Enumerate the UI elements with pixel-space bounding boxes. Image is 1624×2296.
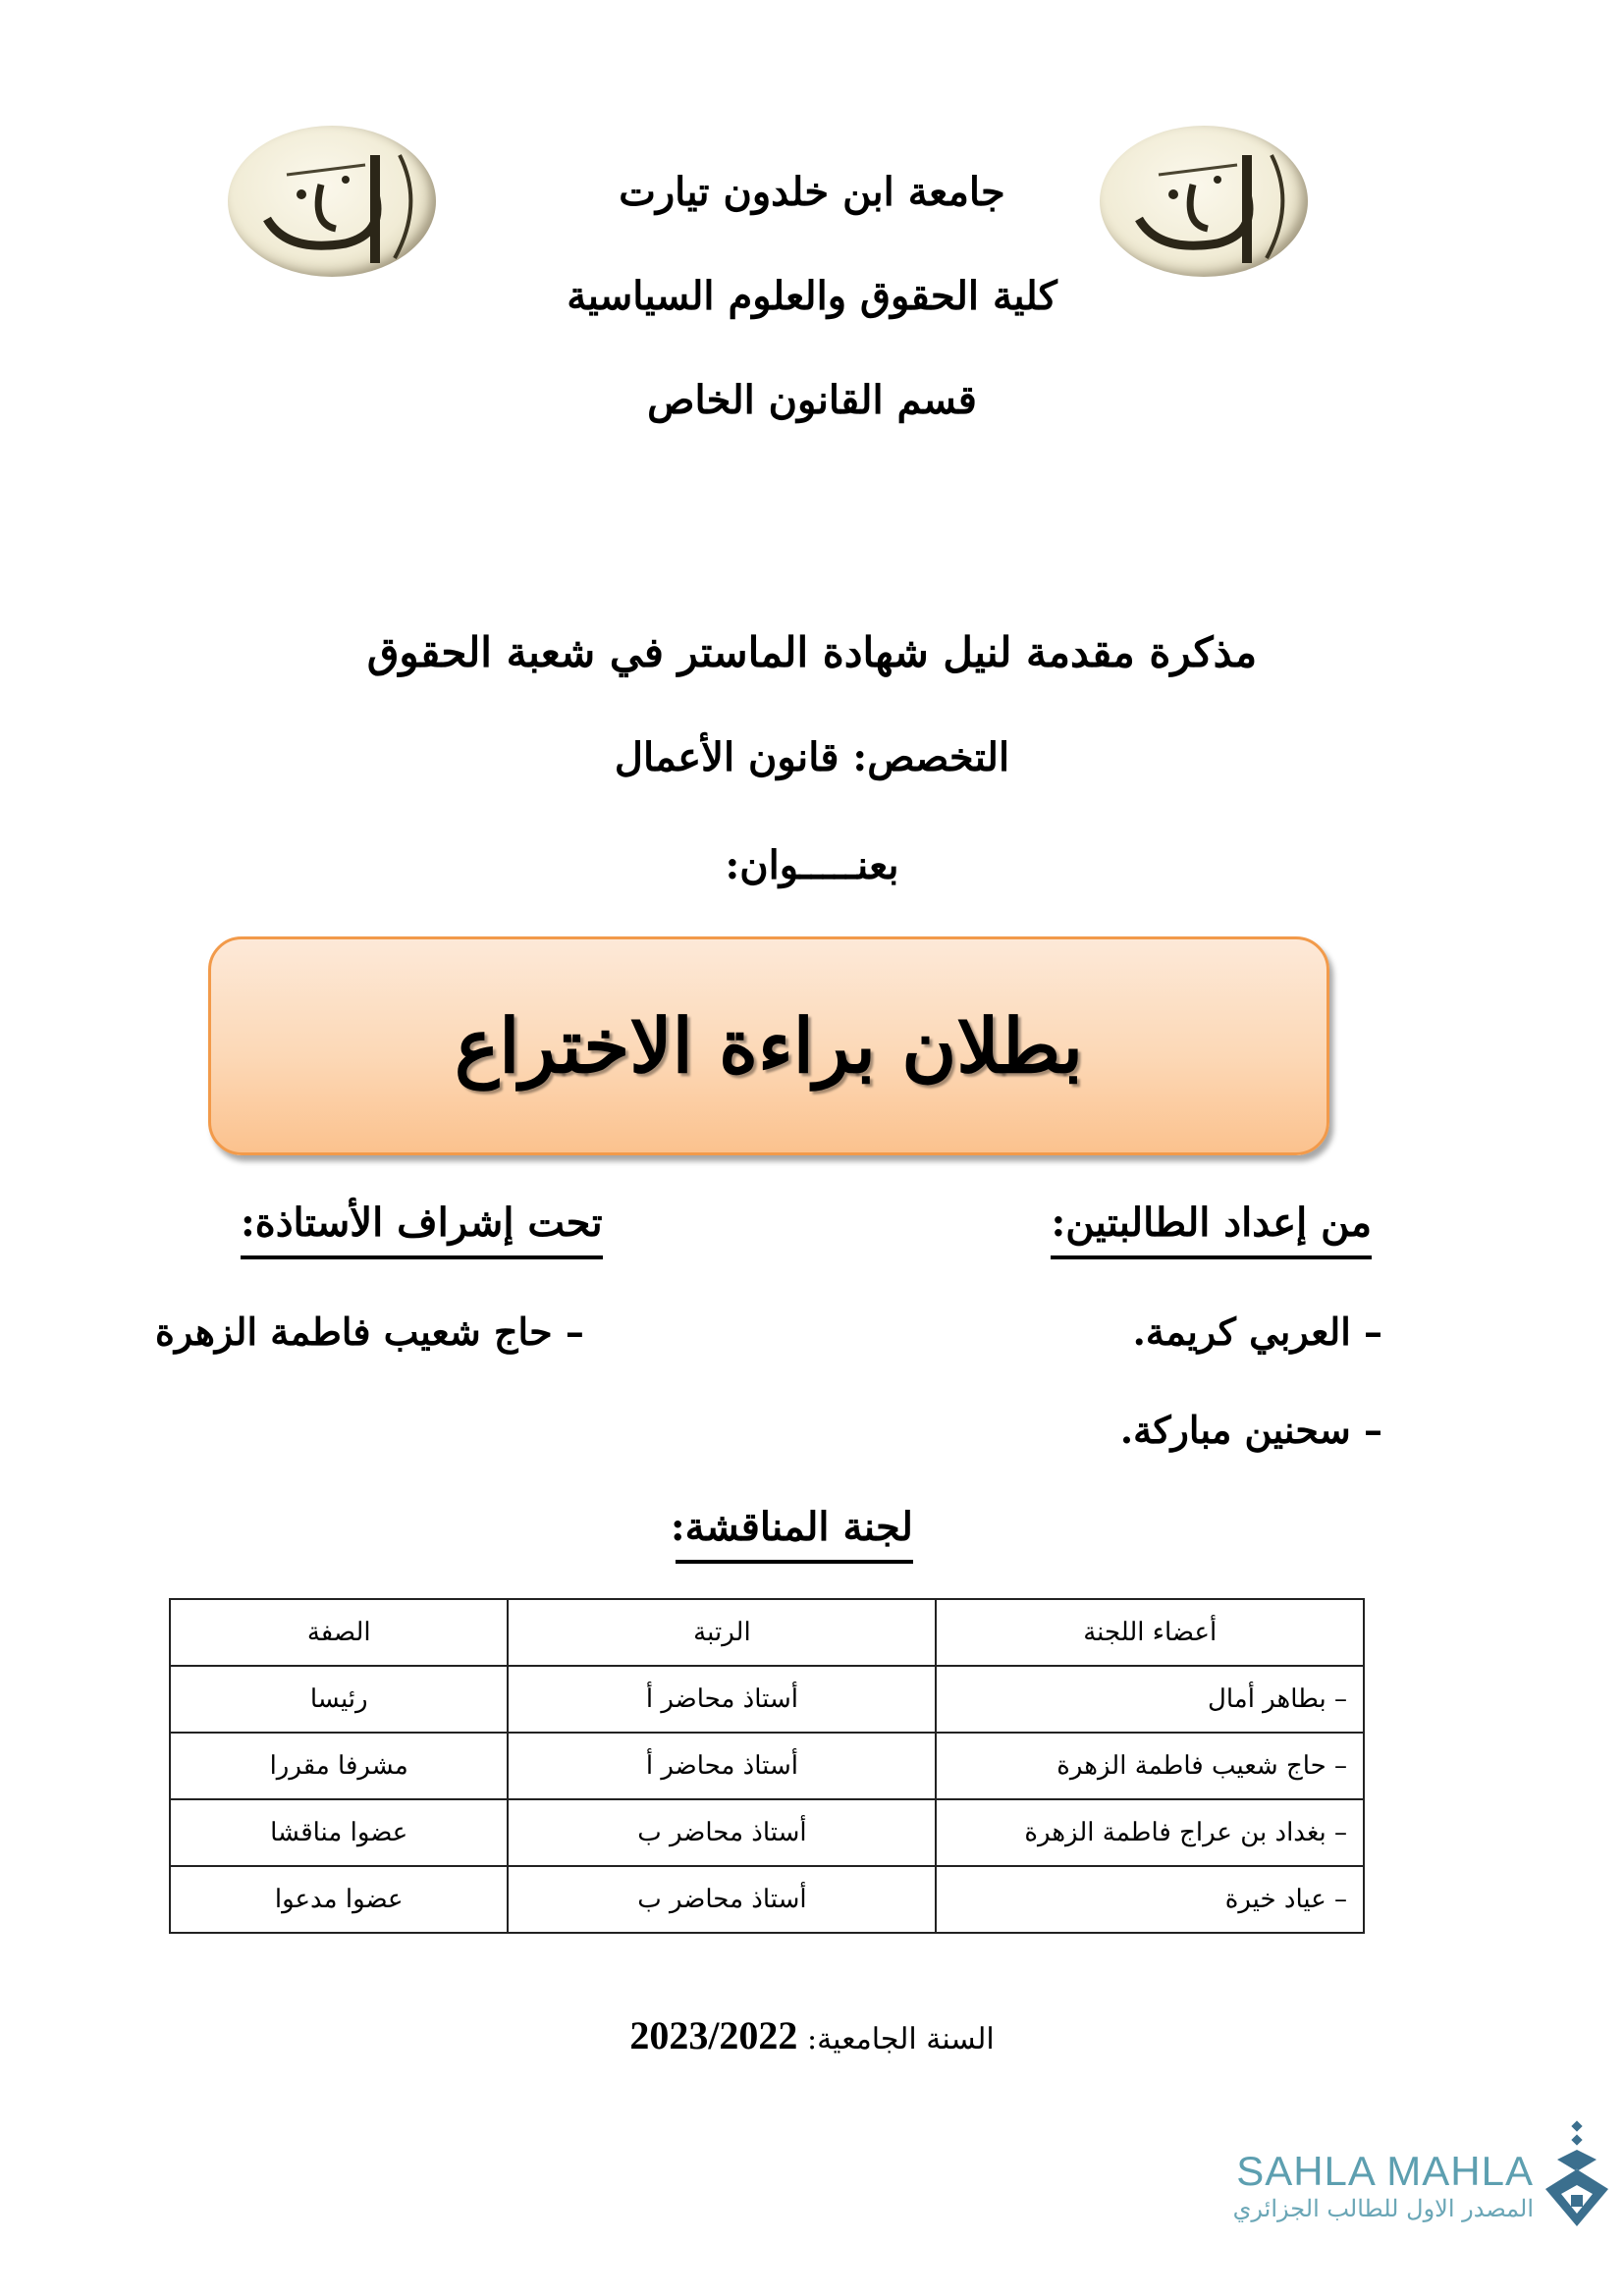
- watermark-tagline: المصدر الاول للطالب الجزائري: [1232, 2195, 1534, 2222]
- member-role: مشرفا مقررا: [170, 1733, 508, 1799]
- student-name: – سحنين مباركة.: [1119, 1408, 1382, 1452]
- sahla-mahla-logo-icon: [1538, 2120, 1616, 2228]
- member-rank: أستاذ محاضر أ: [508, 1666, 936, 1733]
- member-name: – حاج شعيب فاطمة الزهرة: [936, 1733, 1364, 1799]
- committee-table: [169, 1598, 1365, 1934]
- faculty-name: كلية الحقوق والعلوم السياسية: [567, 273, 1057, 319]
- watermark-brand: SAHLA MAHLA: [1236, 2148, 1534, 2194]
- university-name: جامعة ابن خلدون تيارت: [619, 169, 1005, 215]
- table-row: [170, 1666, 1364, 1733]
- department-name: قسم القانون الخاص: [647, 377, 977, 423]
- member-name: – بطاهر أمال: [936, 1666, 1364, 1733]
- thesis-title: بطلان براءة الاختراع: [454, 1002, 1084, 1090]
- member-name: – عياد خيرة: [936, 1866, 1364, 1933]
- academic-year-value: 2023/2022: [629, 2013, 798, 2057]
- member-name: – بغداد بن عراج فاطمة الزهرة: [936, 1799, 1364, 1866]
- thesis-title-label: بعنـــــوان:: [725, 842, 899, 888]
- supervisor-name: – حاج شعيب فاطمة الزهرة: [155, 1309, 584, 1354]
- academic-year: [0, 2012, 1624, 2058]
- supervisor-heading: تحت إشراف الأستاذة:: [241, 1200, 603, 1259]
- member-rank: أستاذ محاضر ب: [508, 1799, 936, 1866]
- column-header-members: أعضاء اللجنة: [936, 1599, 1364, 1666]
- thesis-title-box: [208, 936, 1329, 1155]
- member-role: عضوا مدعوا: [170, 1866, 508, 1933]
- thesis-purpose: مذكرة مقدمة لنيل شهادة الماستر في شعبة الحقوق: [366, 628, 1258, 676]
- table-row: [170, 1866, 1364, 1933]
- column-header-role: الصفة: [170, 1599, 508, 1666]
- thesis-specialty: التخصص: قانون الأعمال: [614, 734, 1010, 780]
- member-role: عضوا مناقشا: [170, 1799, 508, 1866]
- table-row: [170, 1799, 1364, 1866]
- academic-year-label: السنة الجامعية:: [806, 2022, 995, 2056]
- table-row: [170, 1733, 1364, 1799]
- column-header-rank: الرتبة: [508, 1599, 936, 1666]
- table-header-row: [170, 1599, 1364, 1666]
- member-role: رئيسا: [170, 1666, 508, 1733]
- committee-heading: لجنة المناقشة:: [676, 1504, 913, 1564]
- member-rank: أستاذ محاضر ب: [508, 1866, 936, 1933]
- student-name: – العربي كريمة.: [1132, 1309, 1382, 1354]
- sahla-mahla-watermark: [1178, 2120, 1624, 2228]
- students-heading: من إعداد الطالبتين:: [1051, 1200, 1372, 1259]
- member-rank: أستاذ محاضر أ: [508, 1733, 936, 1799]
